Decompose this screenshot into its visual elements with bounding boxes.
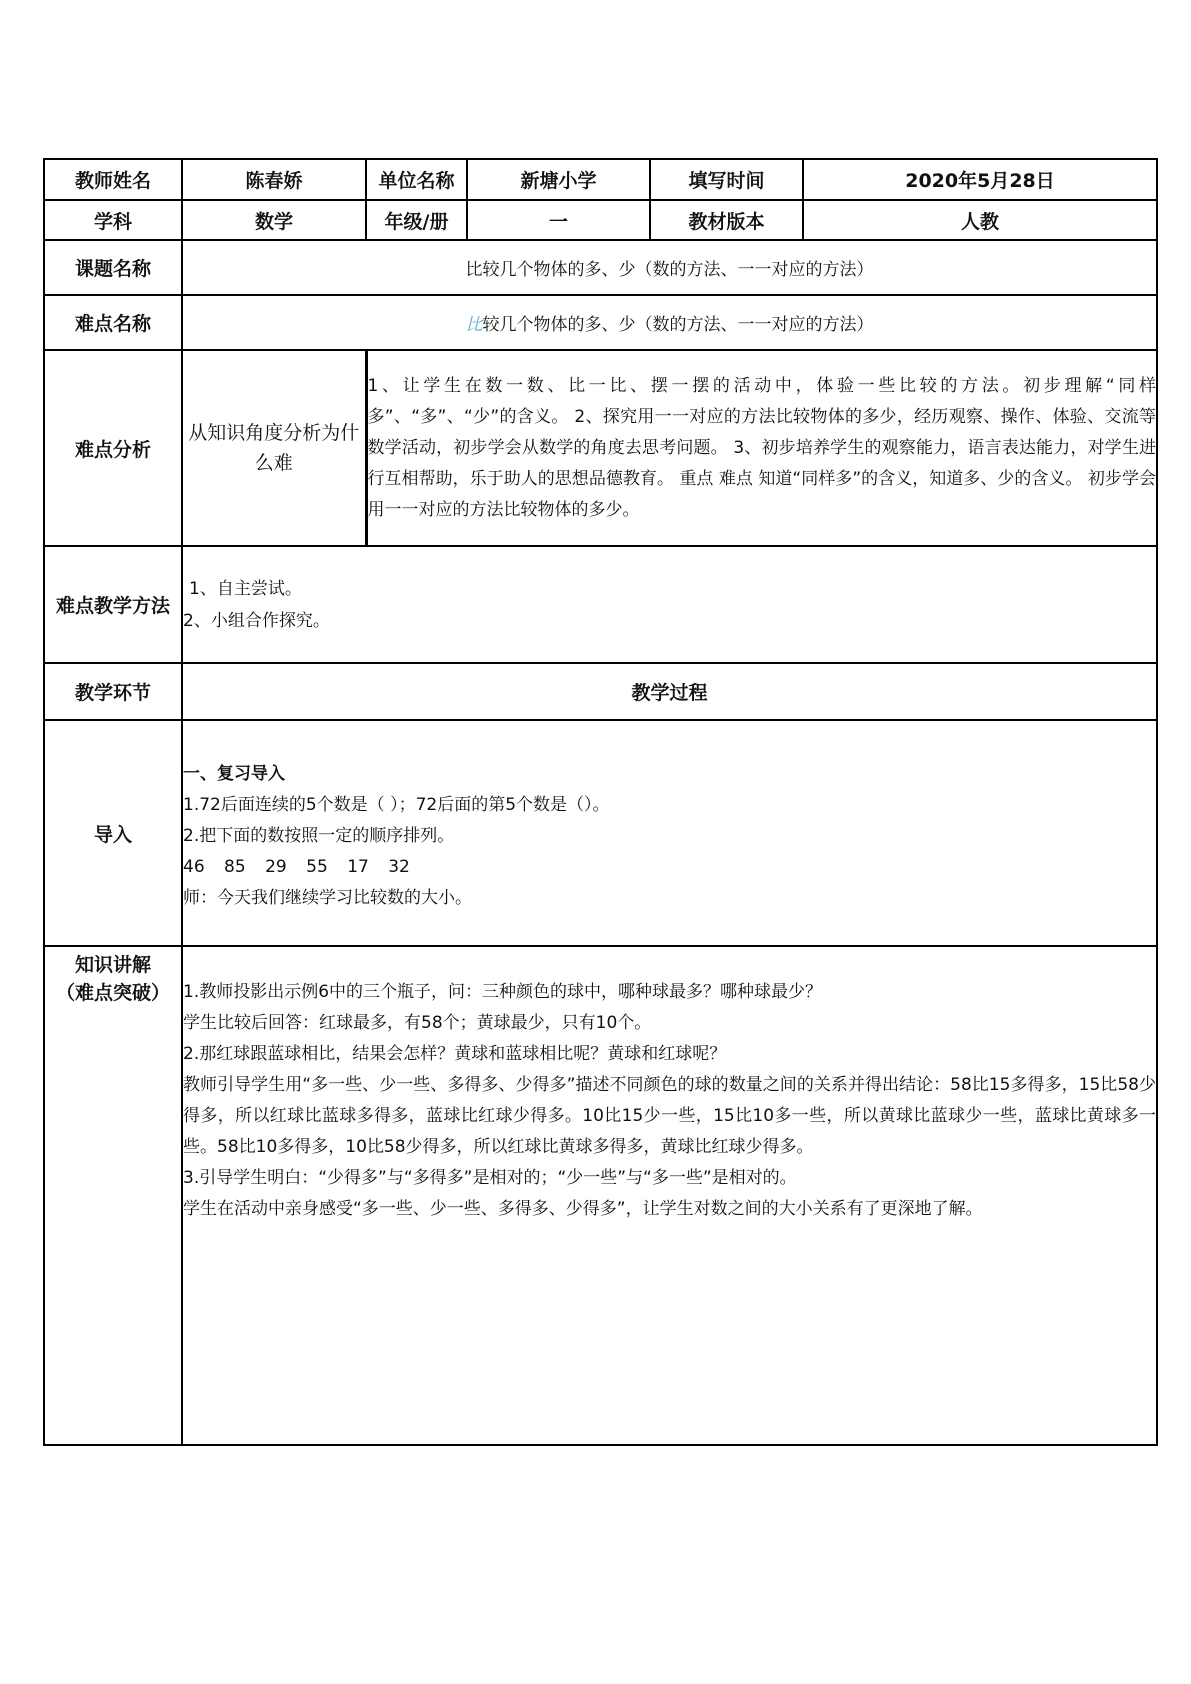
knowledge-paragraph: 学生比较后回答：红球最多，有58个；黄球最少，只有10个。 [183, 1013, 652, 1033]
knowledge-label-line-1: 知识讲解 [74, 954, 151, 976]
difficulty-highlight: 比 [465, 315, 483, 335]
knowledge-paragraph: 2.那红球跟蓝球相比，结果会怎样？黄球和蓝球相比呢？黄球和红球呢？ [183, 1044, 727, 1064]
lesson-plan-table [43, 158, 1158, 1446]
teacher-label: 教师姓名 [44, 159, 182, 200]
method-row [44, 546, 1157, 663]
knowledge-paragraph: 1.教师投影出示例6中的三个瓶子，问：三种颜色的球中，哪种球最多？哪种球最少？ [183, 982, 823, 1002]
intro-heading: 一、复习导入 [183, 764, 285, 784]
unit-label: 单位名称 [366, 159, 467, 200]
difficulty-value [182, 295, 1157, 350]
number: 55 [306, 857, 328, 877]
difficulty-rest: 较几个物体的多、少（数的方法、一一对应的方法） [482, 315, 874, 335]
knowledge-label [44, 946, 182, 1445]
knowledge-row [44, 946, 1157, 1445]
knowledge-paragraph: 学生在活动中亲身感受“多一些、少一些、多得多、少得多”，让学生对数之间的大小关系有了更深地了解。 [183, 1199, 983, 1219]
analysis-label: 难点分析 [44, 350, 182, 546]
knowledge-label-line-2: （难点突破） [55, 982, 170, 1004]
number: 85 [224, 857, 246, 877]
header-row-1 [44, 159, 1157, 200]
analysis-text: 1、让学生在数一数、比一比、摆一摆的活动中，体验一些比较的方法。初步理解“同样多”、“多”、“少”的含义。 2、探究用一一对应的方法比较物体的多少，经历观察、操作、体验、交流等数学活动，初步学会从数学的角度去思考问题。 3、初步培养学生的观察能力，语言表达能力，对学生进行互相帮助，乐于助人的思想品德教育。 重点 难点 知道“同样多”的含义，知道多、少的含义。 初步学会用一一对应的方法比较物体的多少。 [366, 350, 1157, 546]
date-value: 2020年5月28日 [803, 159, 1157, 200]
grade-value: 一 [467, 200, 650, 240]
difficulty-label: 难点名称 [44, 295, 182, 350]
teacher-value: 陈春娇 [182, 159, 366, 200]
intro-row [44, 720, 1157, 946]
intro-line-2: 2.把下面的数按照一定的顺序排列。 [183, 826, 455, 846]
knowledge-paragraph: 3.引导学生明白：“少得多”与“多得多”是相对的；“少一些”与“多一些”是相对的。 [183, 1168, 797, 1188]
method-label: 难点教学方法 [44, 546, 182, 663]
topic-label: 课题名称 [44, 240, 182, 295]
intro-line-3: 师：今天我们继续学习比较数的大小。 [183, 888, 472, 908]
knowledge-content [182, 946, 1157, 1445]
number: 29 [265, 857, 287, 877]
subject-label: 学科 [44, 200, 182, 240]
number: 17 [347, 857, 369, 877]
subject-value: 数学 [182, 200, 366, 240]
intro-line-1: 1.72后面连续的5个数是（ ）；72后面的第5个数是（）。 [183, 795, 610, 815]
method-item: 2、小组合作探究。 [183, 610, 330, 631]
topic-value: 比较几个物体的多、少（数的方法、一一对应的方法） [182, 240, 1157, 295]
method-list [182, 546, 1157, 663]
intro-label: 导入 [44, 720, 182, 946]
header-row-2 [44, 200, 1157, 240]
edition-value: 人教 [803, 200, 1157, 240]
analysis-row [44, 350, 1157, 546]
grade-label: 年级/册 [366, 200, 467, 240]
process-title: 教学过程 [182, 663, 1157, 720]
intro-numbers [183, 852, 1156, 883]
lesson-plan-sheet [43, 158, 1156, 1534]
knowledge-paragraph: 教师引导学生用“多一些、少一些、多得多、少得多”描述不同颜色的球的数量之间的关系并得出结论：58比15多得多，15比58少得多，所以红球比蓝球多得多，蓝球比红球少得多。10比15少一些，15比10多一些，所以黄球比蓝球少一些，蓝球比黄球多一些。58比10多得多，10比58少得多，所以红球比黄球多得多，黄球比红球少得多。 [183, 1075, 1156, 1157]
number: 46 [183, 857, 205, 877]
method-item: 1、自主尝试。 [189, 578, 302, 599]
difficulty-row [44, 295, 1157, 350]
number: 32 [388, 857, 410, 877]
intro-content [182, 720, 1157, 946]
process-header-row [44, 663, 1157, 720]
date-label: 填写时间 [650, 159, 803, 200]
unit-value: 新塘小学 [467, 159, 650, 200]
analysis-sub-label: 从知识角度分析为什么难 [182, 350, 366, 546]
topic-row [44, 240, 1157, 295]
edition-label: 教材版本 [650, 200, 803, 240]
process-label: 教学环节 [44, 663, 182, 720]
